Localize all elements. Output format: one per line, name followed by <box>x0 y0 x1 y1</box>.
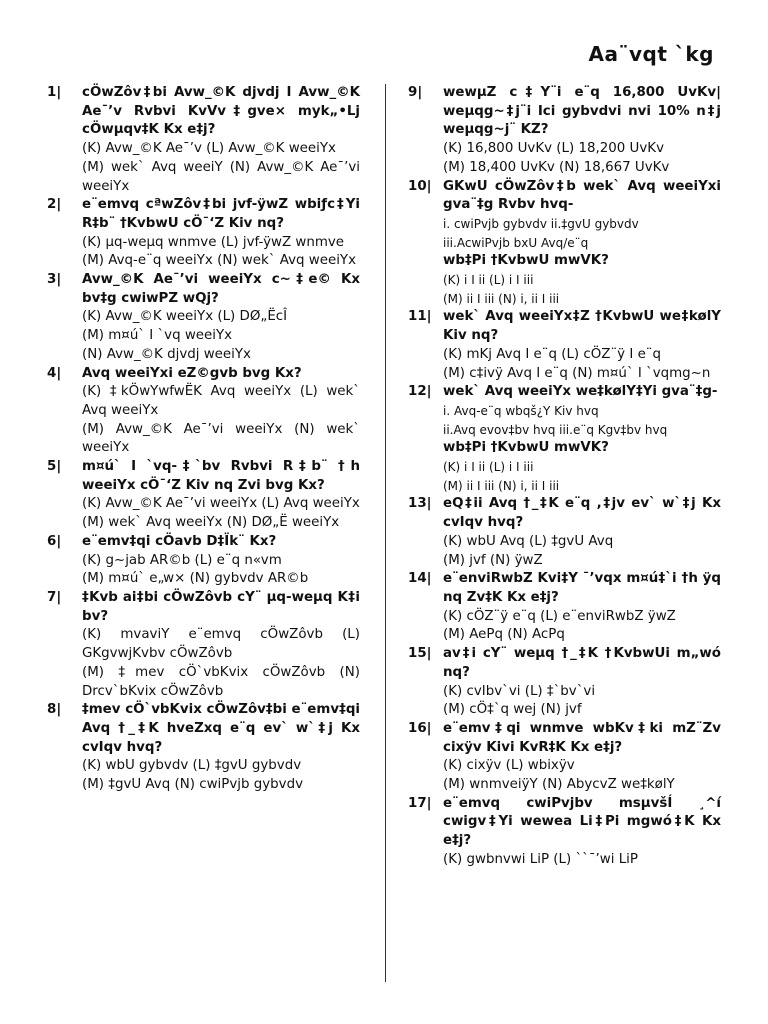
options-line: (K) cÖZ¨ÿ e¨q (L) e¨enviRwbZ ÿwZ <box>443 608 676 624</box>
question-10 <box>408 178 721 309</box>
options-line: (K) Avw_©K weeiYx (L) DØ„ËcÎ <box>82 309 288 325</box>
question-number: 17| <box>408 795 432 811</box>
options-line: (M) ii I iii (N) i, ii I iii <box>443 291 560 306</box>
options-line: (K) ‡kÖwYwfwËK Avq weeiYx (L) wek` Avq weeiYx <box>82 384 360 418</box>
question-text: e¨enviRwbZ Kvi‡Y ¯’vqx m¤ú‡`i †h ÿq nq Zv‡K Kx e‡j? <box>443 571 721 605</box>
question-number: 8| <box>47 702 62 718</box>
options-line: (K) i I ii (L) i I iii <box>443 460 534 475</box>
options-line: (M) Avw_©K Ae¯’vi weeiYx (N) wek` weeiYx <box>82 421 360 456</box>
question-number: 5| <box>47 459 62 475</box>
options-line: (N) Avw_©K djvdj weeiYx <box>82 346 251 362</box>
question-text: e¨emv‡qi wnmve wbKv‡ki mZ¨Zv cixÿv Kivi KvR‡K Kx e‡j? <box>443 720 721 755</box>
options-line: (K) wbU Avq (L) ‡gvU Avq <box>443 533 614 549</box>
options-line: (M) ii I iii (N) i, ii I iii <box>443 478 560 493</box>
options-line: (M) 18,400 UvKv (N) 18,667 UvKv <box>443 159 670 175</box>
page-title: Aa¨vqt `kg <box>588 42 714 66</box>
options-line: (M) ‡gvU Avq (N) cwiPvjb gybvdv <box>82 777 303 793</box>
question-number: 11| <box>408 309 432 325</box>
question-12 <box>408 383 721 495</box>
question-text: av‡i cY¨ weµq †_‡K †KvbwUi m„wó nq? <box>443 646 721 680</box>
question-number: 13| <box>408 496 432 512</box>
statement-line: i. Avq-e¨q wbqš¿Y Kiv hvq <box>443 403 599 418</box>
options-line: (K) wbU gybvdv (L) ‡gvU gybvdv <box>82 758 302 774</box>
options-line: (M) wnmveiÿY (N) AbycvZ we‡kølY <box>443 777 675 793</box>
options-line: (M) ‡mev cÖ`vbKvix cÖwZôvb (N) Drcv`bKvix cÖwZôvb <box>82 664 360 699</box>
options-line: (K) cixÿv (L) wbixÿv <box>443 758 575 774</box>
options-line: (K) Avw_©K Ae¯’vi weeiYx (L) Avq weeiYx <box>82 496 360 512</box>
options-line: (K) µq-weµq wnmve (L) jvf-ÿwZ wnmve <box>82 234 345 250</box>
options-line: (K) Avw_©K Ae¯’v (L) Avw_©K weeiYx <box>82 141 336 157</box>
question-text: Avq weeiYxi eZ©gvb bvg Kx? <box>82 365 302 381</box>
options-line: (K) mKj Avq I e¨q (L) cÖZ¨ÿ I e¨q <box>443 346 661 362</box>
question-text: ‡Kvb ai‡bi cÖwZôvb cY¨ µq-weµq K‡i bv? <box>82 589 360 624</box>
question-text: m¤ú` I `vq-‡`bv Rvbvi R‡b¨ †h weeiYx cÖ¯‘Z Kiv nq Zvi bvg Kx? <box>82 459 360 493</box>
question-14 <box>408 570 721 645</box>
question-prompt: wb‡Pi †KvbwU mwVK? <box>443 253 609 269</box>
question-7 <box>47 589 360 701</box>
column-divider <box>385 84 386 982</box>
question-17 <box>408 795 721 870</box>
options-line: (K) g~jab AR©b (L) e¨q n«vm <box>82 552 282 568</box>
options-line: (M) wek` Avq weeiY (N) Avw_©K Ae¯’vi weeiYx <box>82 159 360 194</box>
options-line: (M) Avq-e¨q weeiYx (N) wek` Avq weeiYx <box>82 253 357 269</box>
question-text: wewµZ c‡Y¨i e¨q 16,800 UvKv| weµqg~‡j¨i Ici gybvdvi nvi 10% n‡j weµqg~j¨ KZ? <box>443 85 721 138</box>
right-column <box>408 84 721 870</box>
question-number: 9| <box>408 85 423 100</box>
question-number: 2| <box>47 197 62 213</box>
question-2 <box>47 196 360 271</box>
question-number: 14| <box>408 571 432 587</box>
options-line: (M) cÖ‡`q wej (N) jvf <box>443 702 582 718</box>
question-13 <box>408 495 721 570</box>
question-9 <box>408 84 721 178</box>
options-line: (M) AePq (N) AcPq <box>443 627 565 643</box>
question-number: 7| <box>47 589 62 605</box>
statement-line: ii.Avq evov‡bv hvq iii.e¨q Kgv‡bv hvq <box>443 422 668 437</box>
options-line: (M) m¤ú` I `vq weeiYx <box>82 328 233 344</box>
question-number: 1| <box>47 85 62 100</box>
question-text: e¨emv‡qi cÖavb D‡Ïk¨ Kx? <box>82 533 277 549</box>
question-number: 4| <box>47 365 62 381</box>
options-line: (K) mvaviY e¨emvq cÖwZôvb (L) GKgvwjKvbv cÖwZôvb <box>82 627 360 662</box>
options-line: (K) cvIbv`vi (L) ‡`bv`vi <box>443 683 596 699</box>
question-number: 12| <box>408 384 432 400</box>
options-line: (M) jvf (N) ÿwZ <box>443 552 543 568</box>
question-text: wek` Avq weeiYx we‡kølY‡Yi gva¨‡g- <box>443 384 718 400</box>
question-prompt: wb‡Pi †KvbwU mwVK? <box>443 440 609 456</box>
question-text: wek` Avq weeiYx‡Z †KvbwU we‡kølY Kiv nq? <box>443 309 721 344</box>
question-text: e¨emvq cªwZôv‡bi jvf-ÿwZ wbiƒc‡Yi R‡b¨ †KvbwU cÖ¯‘Z Kiv nq? <box>82 197 360 231</box>
question-6 <box>47 533 360 589</box>
question-text: cÖwZôv‡bi Avw_©K djvdj I Avw_©K Ae¯’v Rvbvi KvVv‡gve× myk„•Lj cÖwµqv‡K Kx e‡j? <box>82 85 360 138</box>
left-column <box>47 84 360 795</box>
question-1 <box>47 84 360 196</box>
question-8 <box>47 701 360 795</box>
options-line: (M) m¤ú` e„w× (N) gybvdv AR©b <box>82 571 309 587</box>
question-11 <box>408 308 721 383</box>
statement-line: iii.AcwiPvjb bxU Avq/e¨q <box>443 235 589 250</box>
question-number: 15| <box>408 646 432 662</box>
question-3 <box>47 271 360 365</box>
options-line: (K) i I ii (L) i I iii <box>443 273 534 288</box>
question-number: 10| <box>408 178 432 194</box>
question-15 <box>408 645 721 720</box>
question-number: 6| <box>47 533 62 549</box>
question-16 <box>408 720 721 795</box>
question-5 <box>47 458 360 533</box>
question-text: e¨emvq cwiPvjbv msµvšÍ ¸^í cwigv‡Yi wewea Li‡Pi mgwó‡K Kx e‡j? <box>443 795 721 849</box>
question-text: ‡mev cÖ`vbKvix cÖwZôv‡bi e¨emv‡qi Avq †_‡K hveZxq e¨q ev` w`‡j Kx cvIqv hvq? <box>82 702 360 755</box>
options-line: (M) wek` Avq weeiYx (N) DØ„Ë weeiYx <box>82 515 340 531</box>
options-line: (K) 16,800 UvKv (L) 18,200 UvKv <box>443 141 664 157</box>
options-line: (K) gwbnvwi LiP (L) ``¯’wi LiP <box>443 851 638 867</box>
question-text: Avw_©K Ae¯’vi weeiYx c~‡e© Kx bv‡g cwiwPZ wQj? <box>82 272 360 306</box>
question-4 <box>47 365 360 459</box>
question-text: eQ‡ii Avq †_‡K e¨q ,‡jv ev` w`‡j Kx cvIqv hvq? <box>443 496 721 531</box>
question-text: GKwU cÖwZôv‡b wek` Avq weeiYxi gva¨‡g Rvbv hvq- <box>443 178 721 213</box>
question-number: 3| <box>47 272 62 288</box>
statement-line: i. cwiPvjb gybvdv ii.‡gvU gybvdv <box>443 216 639 231</box>
options-line: (M) c‡ivÿ Avq I e¨q (N) m¤ú` I `vqmg~n <box>443 365 711 381</box>
question-number: 16| <box>408 720 432 736</box>
